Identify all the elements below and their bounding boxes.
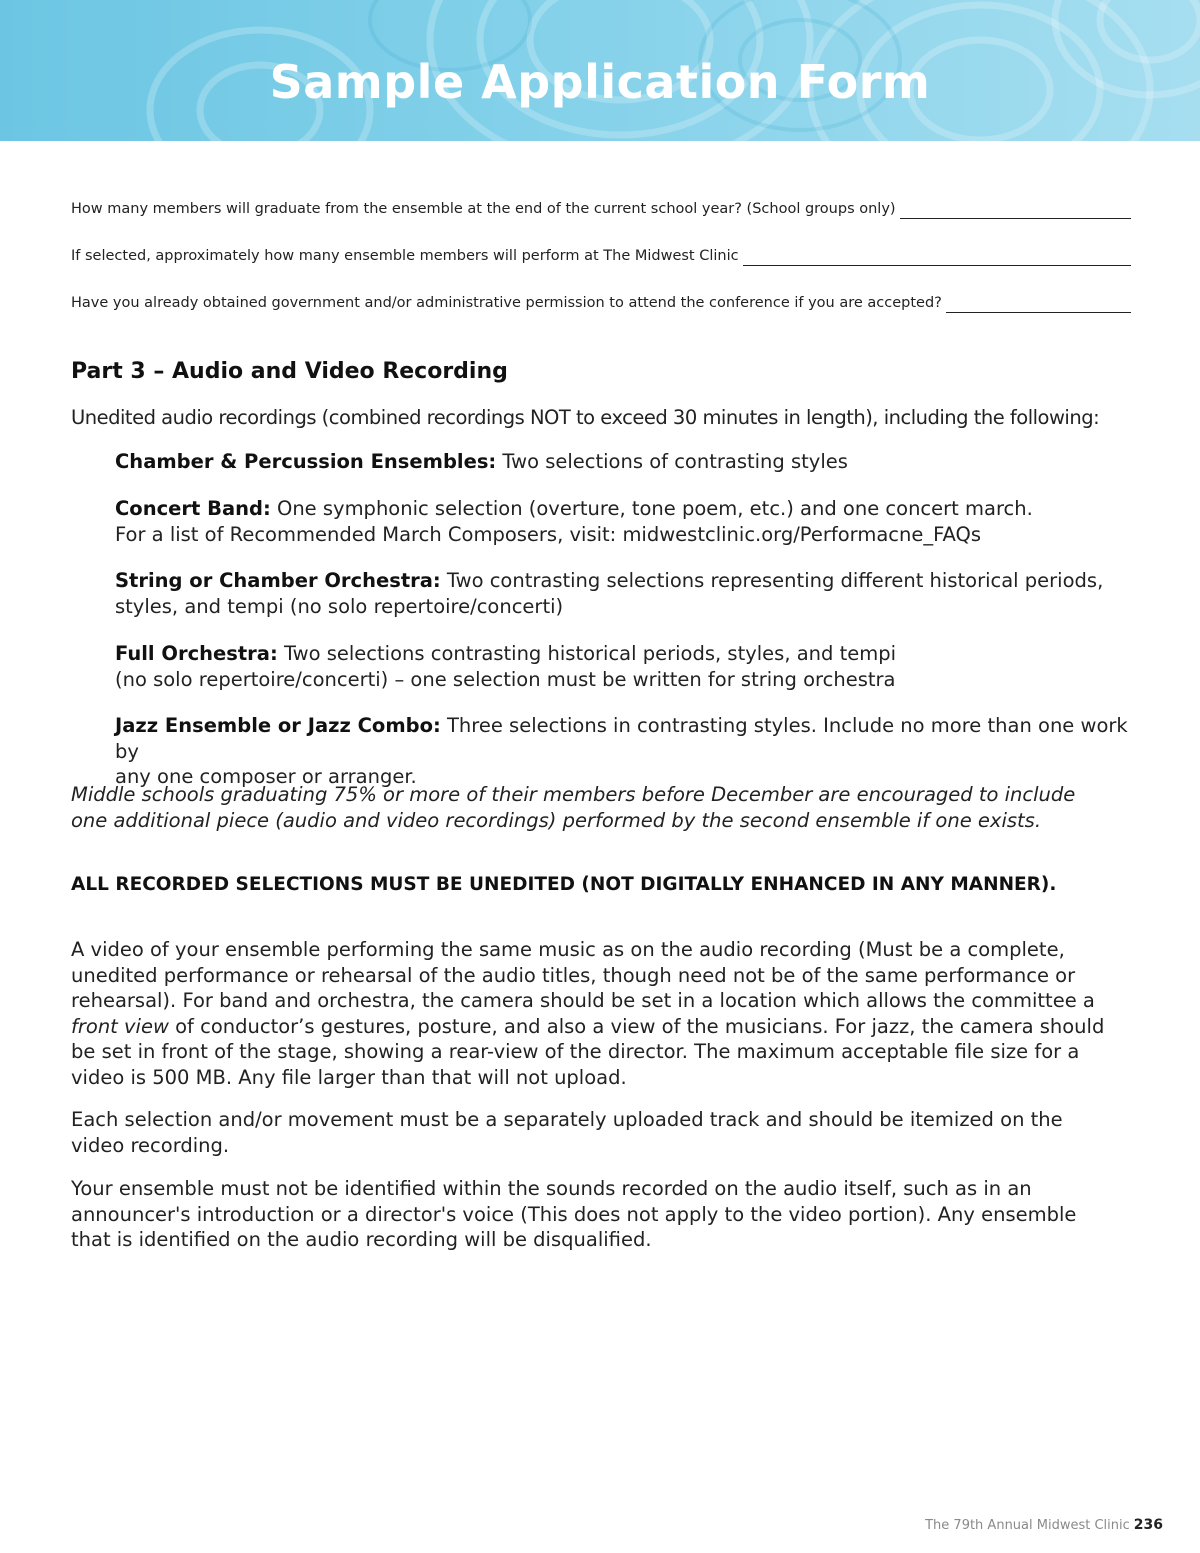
item-text: Two selections of contrasting styles <box>496 450 848 473</box>
graduating-members-answer-line[interactable] <box>900 203 1131 219</box>
middle-school-note <box>71 782 1131 833</box>
item-text: One symphonic selection (overture, tone poem, etc.) and one concert march. <box>270 497 1033 520</box>
page-title: Sample Application Form <box>269 55 931 109</box>
unedited-warning: ALL RECORDED SELECTIONS MUST BE UNEDITED (NOT DIGITALLY ENHANCED IN ANY MANNER). <box>71 874 1057 895</box>
performing-members-answer-line[interactable] <box>743 250 1131 266</box>
paragraph-text: of conductor’s gestures, posture, and also a view of the musicians. For jazz, the camera should <box>168 1014 1105 1038</box>
item-label: Jazz Ensemble or Jazz Combo: <box>115 714 441 737</box>
list-item-jazz <box>115 713 1155 790</box>
question-text: If selected, approximately how many ensemble members will perform at The Midwest Clinic <box>71 248 739 264</box>
item-label: String or Chamber Orchestra: <box>115 569 441 592</box>
paragraph-line: A video of your ensemble performing the same music as on the audio recording (Must be a complete, <box>71 938 1065 961</box>
note-line: one additional piece (audio and video recordings) performed by the second ensemble if one exists. <box>71 808 1042 832</box>
performing-members-question <box>71 246 1131 266</box>
paragraph-line <box>71 1014 1131 1040</box>
paragraph-line: that is identified on the audio recording will be disqualified. <box>71 1228 652 1251</box>
paragraph-line: Your ensemble must not be identified within the sounds recorded on the audio itself, such as in an <box>71 1177 1032 1200</box>
list-item-full-orchestra <box>115 641 1155 692</box>
paragraph-line: video recording. <box>71 1133 230 1157</box>
page-footer <box>925 1516 1163 1535</box>
track-itemization-paragraph <box>71 1107 1131 1158</box>
note-line: Middle schools graduating 75% or more of their members before December are encouraged to include <box>71 783 1076 806</box>
permission-question <box>71 293 1131 313</box>
part3-intro: Unedited audio recordings (combined recordings NOT to exceed 30 minutes in length), including the following: <box>71 406 1100 429</box>
item-text-line2: (no solo repertoire/concerti) – one selection must be written for string orchestra <box>115 667 896 691</box>
question-text: Have you already obtained government and/or administrative permission to attend the conference if you are accepted? <box>71 295 942 311</box>
question-text: How many members will graduate from the ensemble at the end of the current school year? (School groups only) <box>71 201 896 217</box>
footer-text: The 79th Annual Midwest Clinic <box>925 1518 1130 1533</box>
paragraph-line: Each selection and/or movement must be a separately uploaded track and should be itemized on the <box>71 1108 1063 1131</box>
list-item-chamber-percussion <box>115 449 1155 475</box>
item-label: Full Orchestra: <box>115 642 278 665</box>
part3-heading: Part 3 – Audio and Video Recording <box>71 359 508 384</box>
item-text-line2: For a list of Recommended March Composers, visit: midwestclinic.org/Performacne_FAQs <box>115 522 982 546</box>
item-text-line2: any one composer or arranger. <box>115 765 417 788</box>
permission-answer-line[interactable] <box>946 297 1131 313</box>
page-number: 236 <box>1133 1517 1163 1533</box>
paragraph-line: video is 500 MB. Any file larger than that will not upload. <box>71 1065 627 1089</box>
item-text: Three selections in contrasting styles. Include no more than one work by <box>115 714 1128 763</box>
identification-paragraph <box>71 1176 1131 1253</box>
paragraph-line: be set in front of the stage, showing a rear-view of the director. The maximum acceptable file size for a <box>71 1040 1080 1063</box>
item-text-line2: styles, and tempi (no solo repertoire/concerti) <box>115 594 564 618</box>
item-label: Concert Band: <box>115 497 271 520</box>
header-banner <box>0 0 1200 141</box>
item-text: Two contrasting selections representing different historical periods, <box>440 569 1104 592</box>
item-text: Two selections contrasting historical periods, styles, and tempi <box>277 642 897 665</box>
video-requirements-paragraph <box>71 937 1131 1090</box>
paragraph-line: announcer's introduction or a director's voice (This does not apply to the video portion). Any ensemble <box>71 1202 1077 1226</box>
emphasis-text: front view <box>71 1014 169 1038</box>
list-item-concert-band <box>115 496 1155 547</box>
list-item-string-orchestra <box>115 568 1155 619</box>
graduating-members-question <box>71 199 1131 219</box>
paragraph-line: unedited performance or rehearsal of the audio titles, though need not be of the same performance or <box>71 963 1076 987</box>
paragraph-line: rehearsal). For band and orchestra, the camera should be set in a location which allows the committee a <box>71 989 1095 1012</box>
item-label: Chamber & Percussion Ensembles: <box>115 450 497 473</box>
